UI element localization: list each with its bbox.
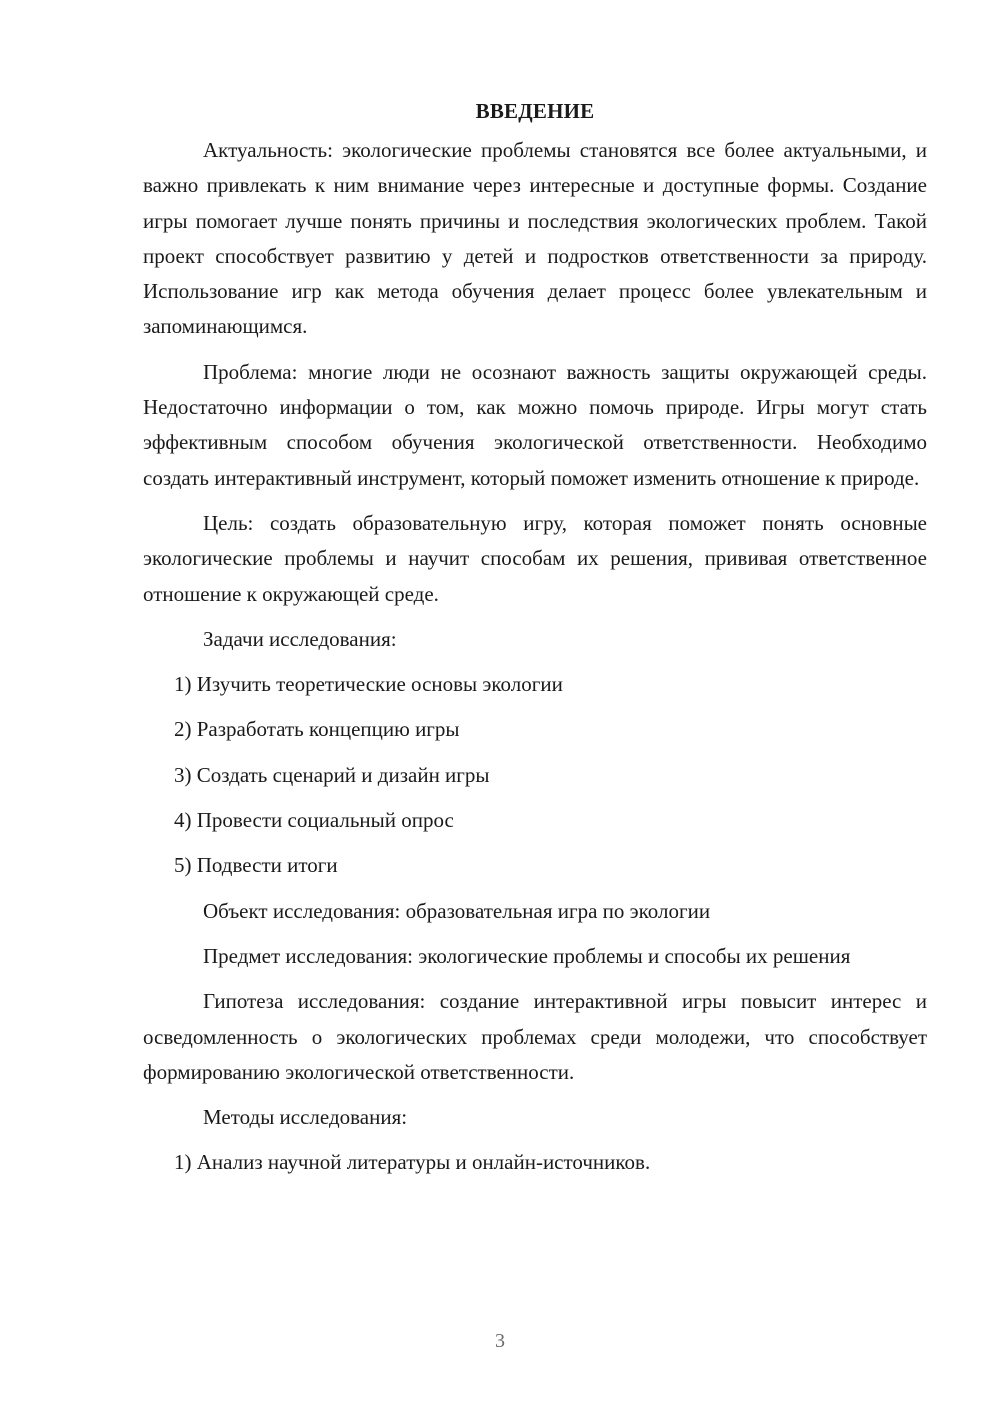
page-title: ВВЕДЕНИЕ	[475, 99, 595, 123]
paragraph-relevance: Актуальность: экологические проблемы становятся все более актуальными, и важно привлекать к ним внимание через интересные и доступные формы. Создание игры помогает лучше понять причины и последствия экологических проблем. Такой проект способствует развитию у детей и подростков ответственности за природу. Использование игр как метода обучения делает процесс более увлекательным и запоминающимся.	[143, 138, 927, 339]
task-item-3: 3) Создать сценарий и дизайн игры	[174, 762, 490, 787]
page-number: 3	[495, 1330, 505, 1352]
task-item-2: 2) Разработать концепцию игры	[174, 717, 460, 742]
paragraph-object: Объект исследования: образовательная игра по экологии	[203, 898, 711, 923]
paragraph-problem: Проблема: многие люди не осознают важность защиты окружающей среды. Недостаточно информации о том, как можно помочь природе. Игры могут стать эффективным способом обучения экологической ответственности. Необходимо создать интерактивный инструмент, который поможет изменить отношение к природе.	[143, 359, 927, 490]
method-item-1: 1) Анализ научной литературы и онлайн-источников.	[174, 1150, 651, 1175]
page-content	[143, 94, 927, 1191]
task-item-1: 1) Изучить теоретические основы экологии	[174, 672, 563, 697]
task-item-4: 4) Провести социальный опрос	[174, 808, 454, 833]
paragraph-hypothesis: Гипотеза исследования: создание интерактивной игры повысит интерес и осведомленность о экологических проблемах среди молодежи, что способствует формированию экологической ответственности.	[143, 989, 927, 1084]
paragraph-goal: Цель: создать образовательную игру, которая поможет понять основные экологические проблемы и научит способам их решения, прививая ответственное отношение к окружающей среде.	[143, 510, 927, 606]
tasks-heading: Задачи исследования:	[203, 626, 397, 651]
methods-heading: Методы исследования:	[203, 1105, 408, 1130]
task-item-5: 5) Подвести итоги	[174, 853, 338, 878]
paragraph-subject: Предмет исследования: экологические проблемы и способы их решения	[203, 943, 851, 968]
